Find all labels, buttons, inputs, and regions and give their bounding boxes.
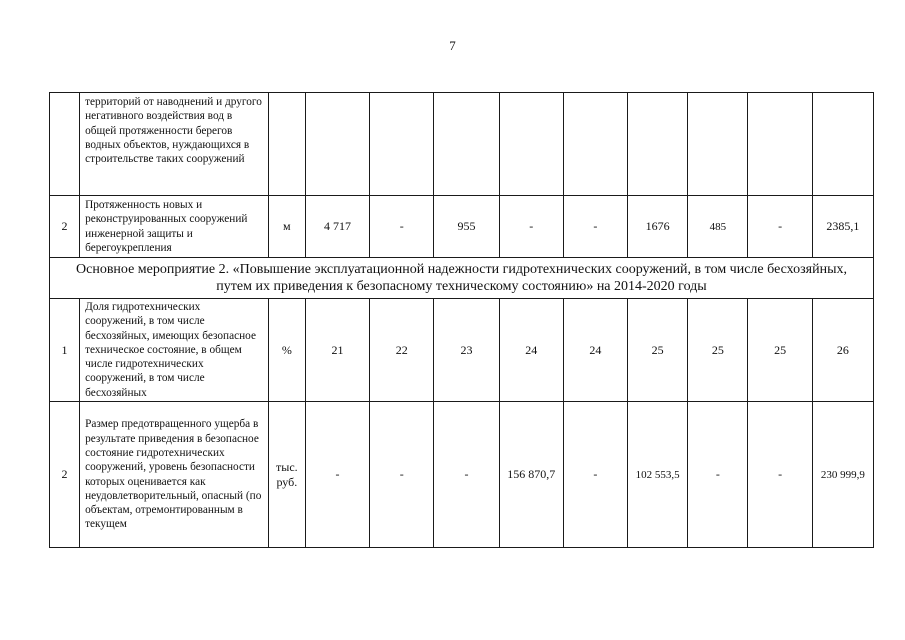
value-cell: -	[370, 196, 434, 258]
table-row	[50, 93, 874, 196]
value-cell: -	[563, 196, 627, 258]
unit-cell	[268, 93, 305, 196]
value-cell: -	[748, 402, 812, 548]
table-row	[50, 402, 874, 548]
value-cell	[434, 93, 499, 196]
unit-cell: %	[268, 299, 305, 402]
table-row	[50, 299, 874, 402]
value-cell	[812, 93, 873, 196]
indicator-table	[49, 92, 874, 548]
section-header-row	[50, 258, 874, 299]
value-cell: 1676	[628, 196, 688, 258]
value-cell	[748, 93, 812, 196]
value-cell: 4 717	[305, 196, 369, 258]
value-cell: 26	[812, 299, 873, 402]
value-cell	[563, 93, 627, 196]
value-cell: -	[748, 196, 812, 258]
value-cell: -	[434, 402, 499, 548]
value-cell: 25	[628, 299, 688, 402]
value-cell: -	[305, 402, 369, 548]
value-cell: 955	[434, 196, 499, 258]
value-cell: 21	[305, 299, 369, 402]
row-number: 2	[50, 196, 80, 258]
value-cell: -	[563, 402, 627, 548]
row-number	[50, 93, 80, 196]
value-cell: 25	[688, 299, 748, 402]
value-cell: 102 553,5	[628, 402, 688, 548]
unit-cell: тыс. руб.	[268, 402, 305, 548]
value-cell	[370, 93, 434, 196]
value-cell: 23	[434, 299, 499, 402]
section-header: Основное мероприятие 2. «Повышение эксплуатационной надежности гидротехнических сооружений, в том числе бесхозяйных, путем их приведения к безопасному техническому состоянию» на 2014-2020 годы	[50, 258, 874, 299]
value-cell: -	[370, 402, 434, 548]
value-cell: 24	[499, 299, 563, 402]
value-cell: -	[499, 196, 563, 258]
value-cell	[499, 93, 563, 196]
value-cell: 156 870,7	[499, 402, 563, 548]
value-cell: 22	[370, 299, 434, 402]
value-cell: 24	[563, 299, 627, 402]
value-cell: 230 999,9	[812, 402, 873, 548]
value-cell	[688, 93, 748, 196]
value-cell: 485	[688, 196, 748, 258]
value-cell	[305, 93, 369, 196]
indicator-description: Доля гидротехнических сооружений, в том числе бесхозяйных, имеющих безопасное техническое состояние, в общем числе гидротехнических сооружений, в том числе бесхозяйных	[80, 299, 269, 402]
value-cell: -	[688, 402, 748, 548]
indicator-description: Протяженность новых и реконструированных сооружений инженерной защиты и берегоукрепления	[80, 196, 269, 258]
value-cell: 25	[748, 299, 812, 402]
row-number: 1	[50, 299, 80, 402]
indicator-description: территорий от наводнений и другого негативного воздействия вод в общей протяженности берегов водных объектов, нуждающихся в строительстве таких сооружений	[80, 93, 269, 196]
table-row	[50, 196, 874, 258]
value-cell: 2385,1	[812, 196, 873, 258]
value-cell	[628, 93, 688, 196]
unit-cell: м	[268, 196, 305, 258]
page-number: 7	[449, 38, 456, 53]
indicator-description: Размер предотвращенного ущерба в результате приведения в безопасное состояние гидротехнических сооружений, уровень безопасности которых оценивается как неудовлетворительный, опасный (по объектам, отремонтированным в текущем	[80, 402, 269, 548]
row-number: 2	[50, 402, 80, 548]
